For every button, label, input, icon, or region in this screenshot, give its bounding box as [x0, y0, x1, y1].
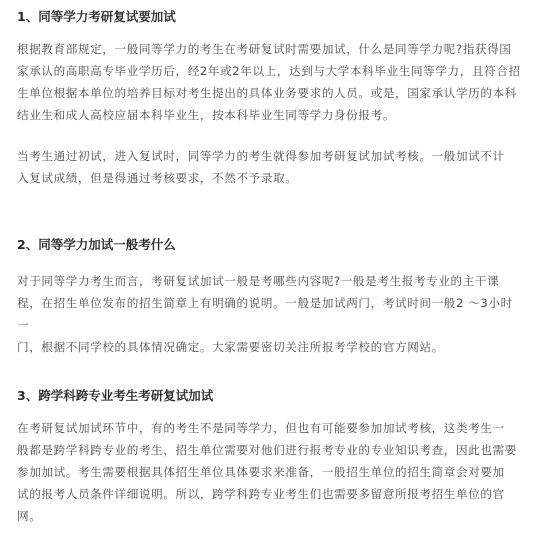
section-1-paragraph-2: 当考生通过初试，进入复试时，同等学力的考生就得参加考研复试加试考核。一般加试不计 入复试成绩，但是得通过考核要求，不然不予录取。 [17, 149, 505, 185]
section-3-paragraph-1: 在考研复试加试环节中，有的考生不是同等学力，但也有可能要参加加试考核，这类考生一 般都是跨学科跨专业的考生，招生单位需要对他们进行报考专业的专业知识考查，因此也需要 参加加试。考生需要根据具体招生单位具体要求来准备，一般招生单位的招生简章会对要加 试的报考人员条件详细说明。所以，跨学科跨专业考生们也需要多留意所报考招生单位的官 网。 [17, 421, 517, 523]
section-heading-3: 3、跨学科跨专业考生考研复试加试 [17, 388, 214, 403]
section-heading-1: 1、同等学力考研复试要加试 [17, 9, 176, 24]
section-2-paragraph-1: 对于同等学力考生而言，考研复试加试一般是考哪些内容呢?一般是考生报考专业的主干课 程，在招生单位发布的招生简章上有明确的说明。一般是加试两门，考试时间一般2 ～3小时一 门，根据不同学校的具体情况确定。大家需要密切关注所报考学校的官方网站。 [17, 274, 513, 354]
section-1-paragraph-1: 根据教育部规定，一般同等学力的考生在考研复试时需要加试，什么是同等学力呢?指获得国 家承认的高职高专毕业学历后，经2年或2年以上，达到与大学本科毕业生同等学力，且符合招 生单位根据本单位的培养目标对考生提出的具体业务要求的人员。或是，国家承认学历的本科 结业生和成人高校应届本科毕业生，按本科毕业生同等学力身份报考。 [17, 42, 521, 122]
section-heading-2: 2、同等学力加试一般考什么 [17, 237, 176, 252]
